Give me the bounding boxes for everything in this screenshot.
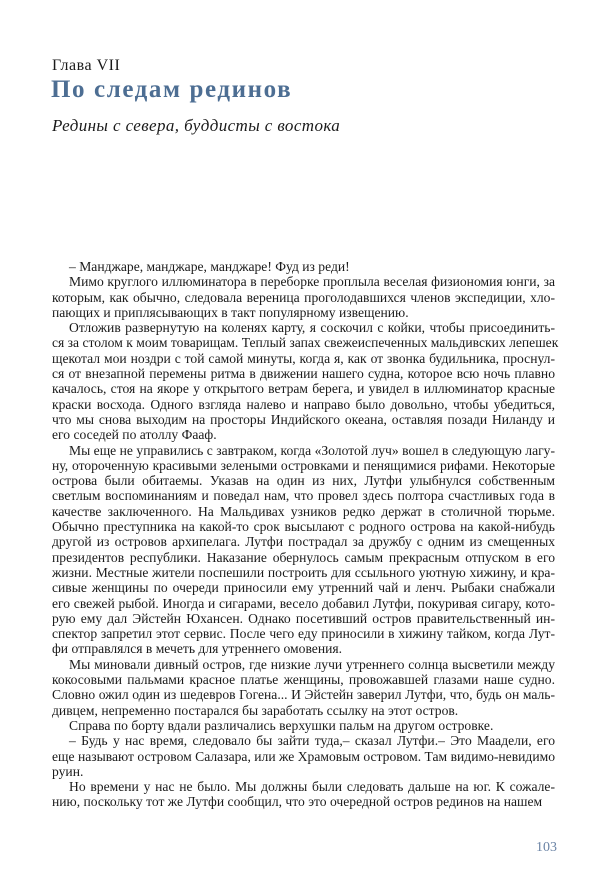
text-line: краски восхода. Одного взгляда налево и направо было довольно, чтобы убедиться,	[52, 396, 555, 412]
text-line: жизни. Местные жители поспешили построить для ссыльного уютную хижину, и кра-	[52, 564, 555, 580]
text-line: – Манджаре, манджаре, манджаре! Фуд из реди!	[69, 259, 350, 274]
text-line: Но времени у нас не было. Мы должны были следовать дальше на юг. К сожале-	[69, 779, 555, 795]
text-line: – Будь у нас время, следовало бы зайти туда,– сказал Лутфи.– Это Маадели, его	[69, 733, 555, 749]
text-line: Мы еще не управились с завтраком, когда «Золотой луч» вошел в следующую лагу-	[69, 442, 555, 458]
text-line: Справа по борту вдали различались верхушки пальм на другом островке.	[69, 717, 494, 733]
chapter-title: По следам рединов	[51, 76, 293, 103]
text-line: еще называют островом Салазара, или же Храмовым островом. Там видимо-невидимо	[52, 748, 555, 764]
text-line: президентов республики. Наказание обернулось самым прекрасным отпуском в его	[52, 549, 555, 565]
text-line: Мимо круглого иллюминатора в переборке проплыла веселая физиономия юнги, за	[69, 274, 555, 290]
paragraph	[52, 274, 555, 320]
text-line: нию, поскольку тот же Лутфи сообщил, что это очередной остров рединов на нашем	[52, 794, 543, 810]
text-line: ну, отороченную красивыми зелеными островками и пенящимися рифами. Некоторые	[52, 457, 555, 473]
text-line: его соседей по атоллу Фааф.	[52, 427, 217, 443]
paragraph	[52, 718, 555, 733]
text-line: сивые женщины по очереди приносили ему утренний чай и ленч. Рыбаки снабжали	[52, 580, 555, 596]
text-line: качестве заключенного. На Мальдивах узников редко держат в столичной тюрьме.	[52, 503, 555, 519]
text-line: Отложив развернутую на коленях карту, я соскочил с койки, чтобы присоединить-	[69, 320, 555, 336]
paragraph	[52, 443, 555, 657]
paragraph	[52, 733, 555, 779]
text-line: его свежей рыбой. Иногда и сигарами, весело добавил Лутфи, покуривая сигару, кото-	[52, 595, 555, 611]
text-line: светлым воспоминаниям и поведал нам, что провел здесь полтора счастливых года в	[52, 488, 555, 504]
text-line: Мы миновали дивный остров, где низкие лучи утреннего солнца высветили между	[69, 656, 555, 672]
text-line: фи отправлялся в мечеть для утреннего омовения.	[52, 641, 343, 657]
paragraph	[52, 779, 555, 810]
text-line: что мы снова выходим на просторы Индийского океана, оставляя позади Ниланду и	[52, 411, 555, 427]
chapter-subtitle: Редины с севера, буддисты с востока	[52, 116, 341, 135]
page-number: 103	[536, 840, 557, 855]
text-line: щекотал мои ноздри с той самой минуты, когда я, как от звонка будильника, проснул-	[52, 350, 555, 366]
text-line: качалось, стоя на якоре у открытого ветрам берега, и увидел в иллюминатор красные	[52, 381, 555, 397]
text-line: другой из островов архипелага. Лутфи пострадал за дружбу с одним из смещенных	[52, 534, 555, 550]
text-line: спектор запретил этот сервис. После чего еду приносили в хижину тайком, когда Лут-	[52, 626, 555, 642]
text-line: ся за столом к моим товарищам. Теплый запах свежеиспеченных мальдивских лепешек	[52, 335, 559, 351]
text-line: рую ему дал Эйстейн Юхансен. Однако посетивший остров правительственный ин-	[52, 610, 555, 626]
text-line: Словно ожил один из шедевров Гогена... И Эйстейн заверил Лутфи, что, будь он маль-	[52, 687, 555, 703]
chapter-label: Глава VII	[52, 57, 121, 74]
text-line: которым, как обычно, следовала вереница проголодавшихся членов экспедиции, хло-	[52, 289, 555, 305]
text-line: дивцем, непременно постарался бы заработать ссылку на этот остров.	[52, 702, 459, 718]
text-line: острова были обитаемы. Указав на один из них, Лутфи улыбнулся собственным	[52, 473, 555, 489]
paragraph	[52, 259, 555, 274]
paragraph	[52, 657, 555, 718]
text-line: Обычно преступника на какой-то срок высылают с родного острова на какой-нибудь	[52, 519, 555, 535]
text-line: ся от внезапной перемены ритма в движении нашего судна, которое всю ночь плавно	[52, 366, 555, 382]
text-line: пающих и приплясывающих в такт популярному извещению.	[52, 304, 409, 320]
text-line: руин.	[52, 763, 84, 779]
body-text	[52, 259, 559, 810]
text-line: кокосовыми пальмами красное платье женщины, провожавшей глазами наше судно.	[52, 672, 555, 688]
paragraph	[52, 320, 559, 443]
